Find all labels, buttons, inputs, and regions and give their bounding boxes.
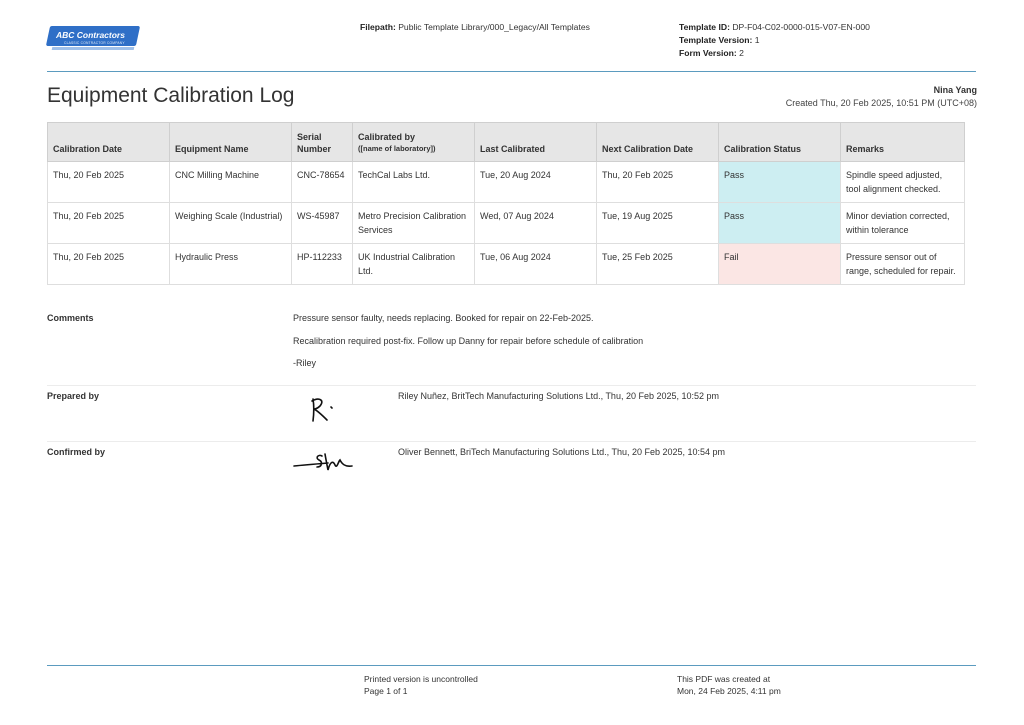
- filepath-value: Public Template Library/000_Legacy/All Templates: [398, 22, 590, 32]
- section-divider: [47, 385, 976, 386]
- template-id-value: DP-F04-C02-0000-015-V07-EN-000: [732, 22, 870, 32]
- cell-serial: CNC-78654: [292, 162, 353, 203]
- header-calibrated-by-sub: ([name of laboratory]): [358, 144, 436, 153]
- template-version-label: Template Version:: [679, 35, 753, 45]
- footer-divider: [47, 665, 976, 666]
- header-calibration-status: Calibration Status: [719, 123, 841, 162]
- cell-serial: WS-45987: [292, 203, 353, 244]
- uncontrolled-notice: Printed version is uncontrolled: [364, 674, 478, 684]
- header-calibrated-by: [353, 123, 475, 162]
- page-number: Page 1 of 1: [364, 686, 408, 696]
- cell-status-pass: Pass: [719, 162, 841, 203]
- comment-line: Pressure sensor faulty, needs replacing. Booked for repair on 22-Feb-2025.: [293, 313, 594, 323]
- template-version-value: 1: [754, 35, 760, 45]
- footer-created-info: [677, 673, 781, 697]
- cell-equipment: Hydraulic Press: [170, 244, 292, 285]
- prepared-by-details: Riley Nuñez, BritTech Manufacturing Solutions Ltd., Thu, 20 Feb 2025, 10:52 pm: [398, 391, 720, 401]
- header-divider: [47, 71, 976, 72]
- confirmed-by-details: Oliver Bennett, BriTech Manufacturing Solutions Ltd., Thu, 20 Feb 2025, 10:54 pm: [398, 447, 726, 457]
- confirmed-signature: [292, 448, 364, 474]
- confirmed-by-label: Confirmed by: [47, 447, 106, 457]
- cell-last-calibrated: Tue, 20 Aug 2024: [475, 162, 597, 203]
- prepared-by-label: Prepared by: [47, 391, 100, 401]
- cell-next-calibration: Tue, 25 Feb 2025: [597, 244, 719, 285]
- cell-calibrated-by: UK Industrial Calibration Ltd.: [353, 244, 475, 285]
- section-divider: [47, 441, 976, 442]
- pdf-created-value: Mon, 24 Feb 2025, 4:11 pm: [677, 686, 781, 696]
- filepath-label: Filepath:: [360, 22, 396, 32]
- table-row: [48, 203, 965, 244]
- calibration-table: [47, 122, 965, 285]
- logo-tagline: CLASSIC CONTRACTOR COMPANY: [64, 41, 125, 45]
- form-version-value: 2: [739, 48, 744, 58]
- comment-line: Recalibration required post-fix. Follow up Danny for repair before schedule of calibration: [293, 336, 644, 346]
- created-timestamp: Created Thu, 20 Feb 2025, 10:51 PM (UTC+08): [785, 98, 977, 108]
- cell-next-calibration: Tue, 19 Aug 2025: [597, 203, 719, 244]
- cell-next-calibration: Thu, 20 Feb 2025: [597, 162, 719, 203]
- header-serial-number: Serial Number: [292, 123, 353, 162]
- table-header-row: [48, 123, 965, 162]
- header-equipment-name: Equipment Name: [170, 123, 292, 162]
- cell-status-pass: Pass: [719, 203, 841, 244]
- cell-date: Thu, 20 Feb 2025: [48, 244, 170, 285]
- template-meta: [679, 21, 870, 60]
- cell-date: Thu, 20 Feb 2025: [48, 203, 170, 244]
- prepared-signature: [305, 395, 341, 425]
- header-calibrated-by-label: Calibrated by: [358, 132, 416, 142]
- cell-status-fail: Fail: [719, 244, 841, 285]
- table-row: [48, 162, 965, 203]
- cell-calibrated-by: Metro Precision Calibration Services: [353, 203, 475, 244]
- cell-calibrated-by: TechCal Labs Ltd.: [353, 162, 475, 203]
- author-name: Nina Yang: [933, 85, 977, 95]
- cell-remarks: Spindle speed adjusted, tool alignment checked.: [841, 162, 965, 203]
- cell-remarks: Minor deviation corrected, within tolerance: [841, 203, 965, 244]
- cell-last-calibrated: Tue, 06 Aug 2024: [475, 244, 597, 285]
- footer-print-info: [364, 673, 478, 697]
- table-row: [48, 244, 965, 285]
- cell-equipment: CNC Milling Machine: [170, 162, 292, 203]
- header-last-calibrated: Last Calibrated: [475, 123, 597, 162]
- pdf-created-label: This PDF was created at: [677, 674, 771, 684]
- cell-remarks: Pressure sensor out of range, scheduled for repair.: [841, 244, 965, 285]
- logo-name: ABC Contractors: [56, 30, 125, 40]
- form-version-label: Form Version:: [679, 48, 737, 58]
- cell-last-calibrated: Wed, 07 Aug 2024: [475, 203, 597, 244]
- page-title: Equipment Calibration Log: [47, 84, 295, 107]
- template-id-label: Template ID:: [679, 22, 730, 32]
- cell-date: Thu, 20 Feb 2025: [48, 162, 170, 203]
- header-next-calibration: Next Calibration Date: [597, 123, 719, 162]
- creator-info: [786, 84, 977, 110]
- comment-line: -Riley: [293, 358, 317, 368]
- cell-equipment: Weighing Scale (Industrial): [170, 203, 292, 244]
- comments-label: Comments: [47, 313, 94, 323]
- company-logo: [48, 26, 138, 52]
- header-calibration-date: Calibration Date: [48, 123, 170, 162]
- header-remarks: Remarks: [841, 123, 965, 162]
- cell-serial: HP-112233: [292, 244, 353, 285]
- filepath: [360, 21, 590, 34]
